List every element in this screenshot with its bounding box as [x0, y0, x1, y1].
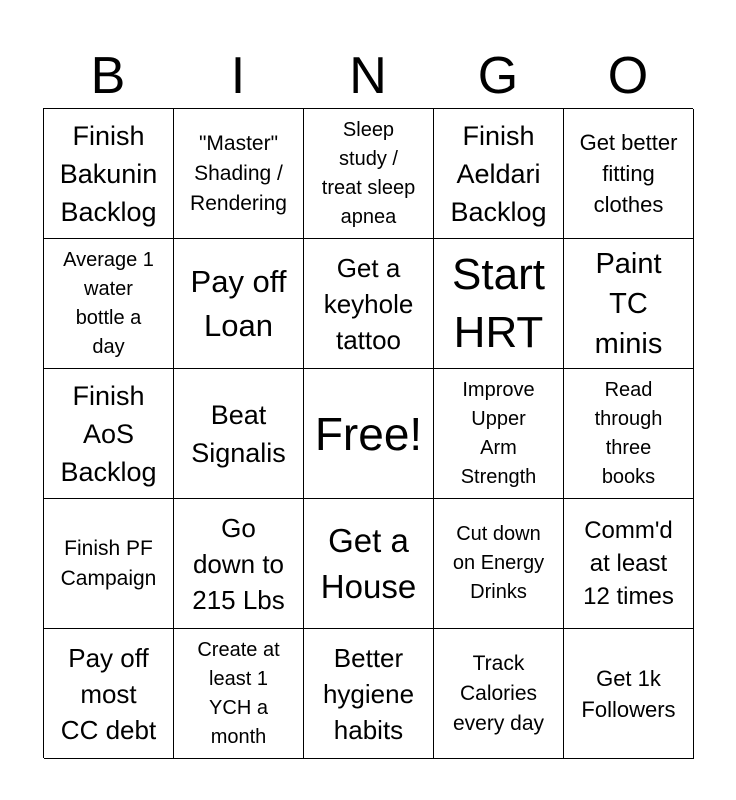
- cell-label: Free!: [314, 407, 423, 460]
- bingo-cell[interactable]: [304, 109, 434, 239]
- cell-label: Create at least 1 YCH a month: [197, 638, 280, 748]
- bingo-cell[interactable]: [434, 369, 564, 499]
- cell-label: Cut down on Energy Drinks: [452, 523, 545, 603]
- bingo-cell[interactable]: [174, 369, 304, 499]
- header-letter-n: N: [349, 47, 387, 105]
- bingo-cell[interactable]: [44, 369, 174, 499]
- cell-label: Improve Upper Arm Strength: [460, 378, 537, 488]
- cell-label: "Master" Shading / Rendering: [190, 131, 287, 215]
- cell-label: Get a keyhole tattoo: [323, 252, 414, 355]
- bingo-cell[interactable]: [434, 239, 564, 369]
- cell-label: Get 1k Followers: [581, 665, 676, 722]
- cell-label: Get a House: [320, 521, 417, 605]
- cell-label: Go down to 215 Lbs: [192, 512, 285, 615]
- cell-label: Comm'd at least 12 times: [583, 517, 674, 610]
- cell-label: Get better fitting clothes: [579, 130, 678, 217]
- bingo-cell[interactable]: [304, 239, 434, 369]
- bingo-cell[interactable]: [44, 239, 174, 369]
- free-cell[interactable]: [304, 369, 434, 499]
- cell-label: Finish Aeldari Backlog: [450, 120, 547, 227]
- bingo-cell[interactable]: [434, 499, 564, 629]
- header-letter-b: B: [90, 47, 126, 105]
- header-letter-o: O: [607, 47, 649, 105]
- cell-label: Finish Bakunin Backlog: [59, 120, 158, 227]
- bingo-cell[interactable]: [564, 239, 694, 369]
- bingo-cell[interactable]: [304, 629, 434, 759]
- cell-label: Read through three books: [594, 378, 663, 488]
- bingo-cell[interactable]: [44, 499, 174, 629]
- cell-label: Better hygiene habits: [322, 642, 415, 745]
- cell-label: Pay off Loan: [190, 263, 287, 343]
- cell-label: Average 1 water bottle a day: [63, 248, 154, 358]
- bingo-cell[interactable]: [304, 499, 434, 629]
- bingo-cell[interactable]: [174, 629, 304, 759]
- header-letter-g: G: [477, 47, 519, 105]
- bingo-cell[interactable]: [44, 109, 174, 239]
- bingo-board: [43, 108, 693, 758]
- bingo-cell[interactable]: [174, 109, 304, 239]
- bingo-cell[interactable]: [174, 239, 304, 369]
- bingo-cell[interactable]: [564, 369, 694, 499]
- bingo-cell[interactable]: [564, 499, 694, 629]
- bingo-cell[interactable]: [174, 499, 304, 629]
- cell-label: Paint TC minis: [594, 247, 663, 360]
- cell-label: Track Calories every day: [452, 651, 545, 735]
- cell-label: Beat Signalis: [191, 399, 286, 468]
- bingo-cell[interactable]: [564, 629, 694, 759]
- header-letter-i: I: [230, 47, 246, 105]
- cell-label: Start HRT: [452, 249, 545, 357]
- cell-label: Finish PF Campaign: [60, 536, 157, 590]
- cell-label: Sleep study / treat sleep apnea: [321, 118, 416, 228]
- bingo-cell[interactable]: [564, 109, 694, 239]
- bingo-header: [43, 44, 693, 108]
- cell-label: Finish AoS Backlog: [60, 380, 157, 487]
- bingo-cell[interactable]: [44, 629, 174, 759]
- cell-label: Pay off most CC debt: [60, 642, 157, 745]
- bingo-cell[interactable]: [434, 629, 564, 759]
- bingo-cell[interactable]: [434, 109, 564, 239]
